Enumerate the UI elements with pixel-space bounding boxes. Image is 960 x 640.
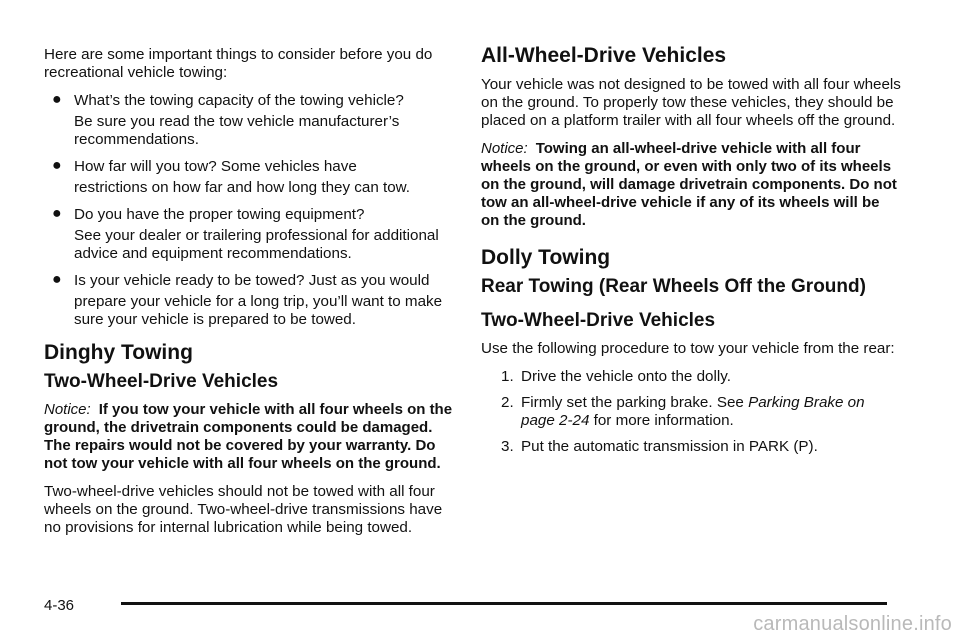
step-number: 1. — [501, 368, 514, 385]
left-column — [44, 46, 454, 547]
parking-brake-reference: Parking Brake on page 2-24 — [521, 394, 865, 429]
bullet-icon: ● — [52, 157, 62, 174]
bullet-answer: prepare your vehicle for a long trip, you’ll want to make sure your vehicle is prepared to be towed. — [74, 293, 443, 328]
bullet-question: How far will you tow? Some vehicles have — [74, 158, 357, 175]
towing-considerations-list — [44, 92, 454, 329]
notice-label: Notice: — [481, 140, 528, 157]
dolly-towing-heading: Dolly Towing — [481, 246, 611, 269]
notice-block — [481, 140, 901, 230]
list-item — [44, 272, 454, 329]
step-text-after: for more information. — [589, 412, 734, 429]
all-wheel-drive-paragraph: Your vehicle was not designed to be towed with all four wheels on the ground. To properly tow these vehicles, they should be placed on a platform trailer with all four wheels off the ground. — [481, 76, 901, 129]
footer-divider — [121, 602, 887, 605]
right-column — [481, 44, 901, 464]
page-number: 4-36 — [44, 597, 75, 614]
list-item — [501, 438, 901, 456]
all-wheel-drive-heading: All-Wheel-Drive Vehicles — [481, 44, 727, 67]
bullet-answer: See your dealer or trailering professional for additional advice and equipment recommendations. — [74, 227, 439, 262]
notice-label: Notice: — [44, 401, 91, 418]
bullet-answer: Be sure you read the tow vehicle manufacturer’s recommendations. — [74, 113, 400, 148]
bullet-icon: ● — [52, 271, 62, 288]
bullet-question: Is your vehicle ready to be towed? Just as you would — [74, 272, 430, 289]
procedure-steps — [481, 368, 901, 456]
step-text: Firmly set the parking brake. See — [521, 394, 749, 411]
step-text: Put the automatic transmission in PARK (P). — [521, 438, 818, 455]
rear-towing-heading: Rear Towing (Rear Wheels Off the Ground) — [481, 276, 866, 297]
list-item — [501, 368, 901, 386]
bullet-icon: ● — [52, 91, 62, 108]
list-item — [501, 394, 901, 430]
two-wheel-drive-heading: Two-Wheel-Drive Vehicles — [481, 310, 716, 331]
bullet-answer: restrictions on how far and how long they can tow. — [74, 179, 411, 196]
list-item — [44, 158, 454, 197]
two-wheel-drive-paragraph: Two-wheel-drive vehicles should not be towed with all four wheels on the ground. Two-wheel-drive transmissions have no provisions for internal lubrication while being towed. — [44, 483, 443, 536]
notice-block — [44, 401, 454, 473]
dinghy-towing-heading: Dinghy Towing — [44, 341, 193, 364]
two-wheel-drive-heading: Two-Wheel-Drive Vehicles — [44, 371, 279, 392]
notice-text: If you tow your vehicle with all four wheels on the ground, the drivetrain components could be damaged. The repairs would not be covered by your warranty. Do not tow your vehicle with all four wheels on the ground. — [44, 401, 453, 472]
step-number: 2. — [501, 394, 514, 411]
step-number: 3. — [501, 438, 514, 455]
notice-text: Towing an all-wheel-drive vehicle with all four wheels on the ground, or even with only two of its wheels on the ground, will damage drivetrain components. Do not tow an all-wheel-drive vehicle if any of its wheels will be on the ground. — [481, 140, 897, 229]
procedure-intro: Use the following procedure to tow your vehicle from the rear: — [481, 340, 895, 357]
bullet-icon: ● — [52, 205, 62, 222]
bullet-question: What’s the towing capacity of the towing vehicle? — [74, 92, 404, 109]
bullet-question: Do you have the proper towing equipment? — [74, 206, 365, 223]
step-text: Drive the vehicle onto the dolly. — [521, 368, 731, 385]
list-item — [44, 92, 454, 149]
intro-paragraph: Here are some important things to consider before you do recreational vehicle towing: — [44, 46, 433, 81]
watermark-text: carmanualsonline.info — [753, 613, 952, 635]
list-item — [44, 206, 454, 263]
